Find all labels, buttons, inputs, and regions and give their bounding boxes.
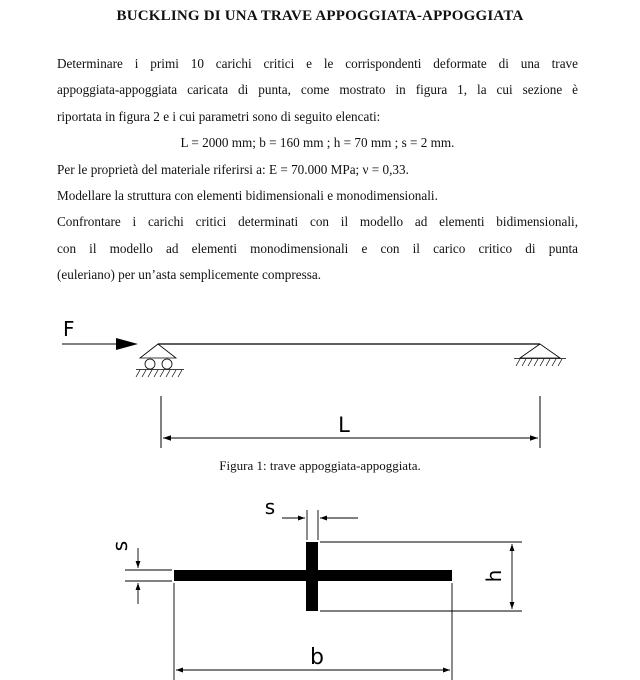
parameters-line: L = 2000 mm; b = 160 mm ; h = 70 mm ; s = 2 mm. [180,135,455,151]
material-line: Per le proprietà del materiale riferirsi a: E = 70.000 MPa; ν = 0,33. [57,161,409,177]
paragraph-3-line-3: (euleriano) per un’asta semplicemente compressa. [57,267,322,283]
figure-2-cross-section [174,542,452,611]
s-top-dimension [282,510,358,540]
paragraph-1-line-1: Determinare i primi 10 carichi critici e le corrispondenti deformate di una trave [57,56,578,71]
modelling-line: Modellare la struttura con elementi bidimensionali e monodimensionali. [57,188,438,203]
figure-1-caption: Figura 1: trave appoggiata-appoggiata. [219,458,421,473]
force-arrow-head [116,338,138,350]
force-label: F [63,317,75,341]
s-left-dimension [125,548,172,604]
length-dimension [161,396,540,448]
paragraph-1-line-2: appoggiata-appoggiata caricata di punta, come mostrato in figura 1, la cui sezione è [57,82,578,98]
left-roller-support [136,344,184,377]
paragraph-3-line-2: con il modello ad elementi monodimensionali e con il carico critico di punta [57,240,578,256]
document-title: BUCKLING DI UNA TRAVE APPOGGIATA-APPOGGIATA [116,8,524,24]
web-rect [306,542,318,611]
b-label: b [310,645,324,670]
s-left-label: s [108,540,132,552]
h-label: h [482,569,506,583]
paragraph-1-line-3: riportata in figura 2 e i cui parametri sono di seguito elencati: [57,108,381,124]
s-top-label: s [264,495,276,519]
paragraph-3-line-1: Confrontare i carichi critici determinati con il modello ad elementi bidimensionali, [57,214,578,230]
length-label: L [338,413,350,437]
right-pin-support [514,344,566,366]
